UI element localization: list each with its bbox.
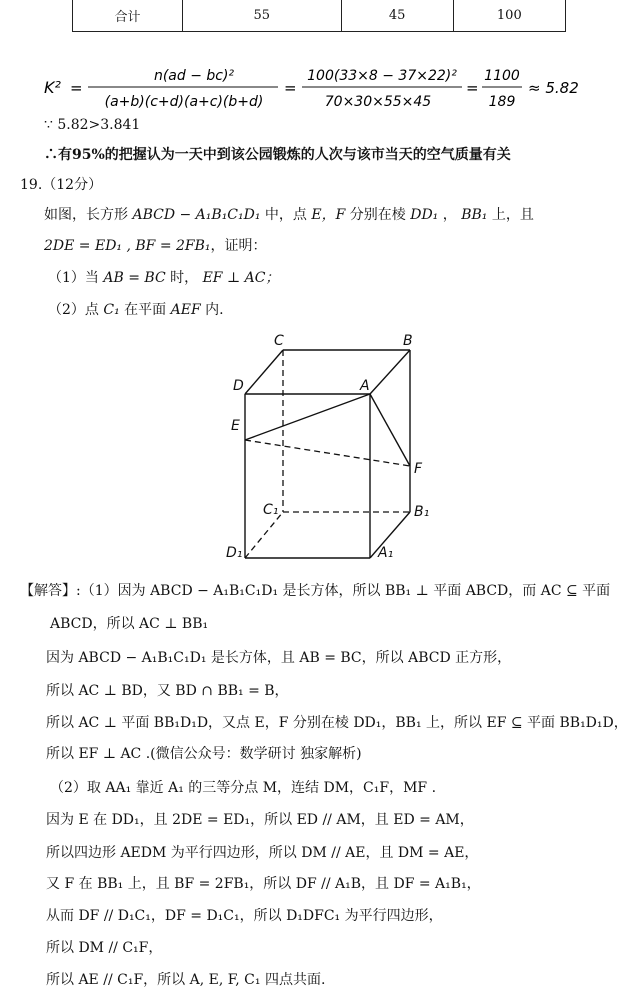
solution-line: 所以四边形 AEDM 为平行四边形，所以 DM // AE，且 DM = AE， (46, 845, 479, 861)
table-cell: 100 (453, 0, 565, 32)
solution-line: 从而 DF // D₁C₁，DF = D₁C₁，所以 D₁DFC₁ 为平行四边形， (46, 908, 443, 924)
part-math: C₁ (103, 302, 120, 318)
stem-text: 分别在棱 (349, 207, 406, 223)
solution-line: 所以 EF ⊥ AC .(微信公众号：数学研讨 独家解析) (46, 746, 362, 762)
hidden-edge-D1C1 (245, 512, 283, 558)
stem-math: E，F (311, 207, 346, 223)
stem-math: DD₁ (410, 207, 439, 223)
vertex-label-A: A (360, 378, 370, 394)
formula-eq: = (284, 79, 297, 97)
vertex-label-D: D (233, 378, 244, 394)
stem-text: 如图，长方形 (44, 207, 128, 223)
vertex-label-A1: A₁ (378, 545, 394, 561)
solution-line: 因为 ABCD − A₁B₁C₁D₁ 是长方体，且 AB = BC，所以 ABCD 正方形， (46, 650, 512, 666)
stem-math: 2DE = ED₁ , BF = 2FB₁ (44, 238, 211, 254)
vertex-label-B: B (403, 333, 413, 349)
vertex-label-C: C (274, 333, 284, 349)
solution-line: 所以 AE // C₁F，所以 A, E, F, C₁ 四点共面. (46, 972, 326, 988)
formula-numerator: 100(33×8 − 37×22)² (307, 68, 457, 84)
part-text: （2）点 (48, 302, 99, 318)
part-text: 内. (205, 302, 224, 318)
segment-EA (245, 394, 370, 440)
part-text: 时， (170, 270, 199, 286)
stem-text: ，证明： (210, 238, 267, 254)
formula-numerator: n(ad − bc)² (153, 68, 235, 84)
vertex-label-B1: B₁ (414, 504, 430, 520)
formula-lhs: K² (44, 78, 61, 97)
formula-numerator: 1100 (484, 68, 520, 84)
solution-line: 【解答】:（1）因为 ABCD − A₁B₁C₁D₁ 是长方体，所以 BB₁ ⊥ 平面 ABCD，而 AC ⊆ 平面 (20, 583, 611, 599)
stem-math: ABCD − A₁B₁C₁D₁ (132, 207, 261, 223)
part-text: 在平面 (124, 302, 167, 318)
formula-denominator: (a+b)(c+d)(a+c)(b+d) (104, 94, 264, 110)
vertex-label-E: E (231, 418, 240, 434)
table-cell: 55 (183, 0, 342, 32)
formula-result: ≈ 5.82 (528, 79, 579, 97)
formula-denominator: 189 (488, 94, 516, 110)
vertex-label-D1: D₁ (226, 545, 243, 561)
formula-denominator: 70×30×55×45 (324, 94, 432, 110)
part-2 (48, 302, 224, 318)
question-stem-line1: 如图，长方形 ABCD − A₁B₁C₁D₁ 中，点 E，F 分别在棱 DD₁ ， BB₁ 上，且 (44, 207, 534, 223)
solution-line: 因为 E 在 DD₁，且 2DE = ED₁，所以 ED // AM，且 ED = AM， (46, 812, 474, 828)
part-math: AB = BC (103, 270, 166, 286)
cuboid-figure (220, 330, 440, 564)
stem-math: BB₁ (461, 207, 488, 223)
edge-AB (370, 350, 410, 394)
question-number: 19.（12分） (20, 177, 103, 193)
hidden-segment-EF (245, 440, 410, 466)
chi-square-formula (44, 62, 604, 114)
part-math: EF ⊥ AC； (202, 270, 280, 286)
edge-DC (245, 350, 283, 394)
because-line: ∵ 5.82>3.841 (44, 117, 141, 133)
stem-text: 中，点 (264, 207, 307, 223)
segment-AF (370, 394, 410, 466)
solution-line: 所以 AC ⊥ BD，又 BD ∩ BB₁ = B， (46, 683, 289, 699)
table-cell: 45 (341, 0, 453, 32)
formula-eq: = (466, 79, 479, 97)
stem-text: 上，且 (491, 207, 534, 223)
contingency-table-total-row (72, 0, 566, 32)
solution-line: （2）取 AA₁ 靠近 A₁ 的三等分点 M，连结 DM，C₁F，MF . (50, 780, 437, 796)
formula-eq: = (70, 79, 83, 97)
vertex-label-C1: C₁ (263, 502, 279, 518)
vertex-label-F: F (414, 461, 423, 477)
conclusion-line: ∴有95%的把握认为一天中到该公园锻炼的人次与该市当天的空气质量有关 (44, 147, 511, 163)
table-cell-label: 合计 (73, 0, 183, 32)
part-text: （1）当 (48, 270, 99, 286)
solution-line: ABCD，所以 AC ⊥ BB₁ (50, 616, 209, 632)
solution-line: 所以 AC ⊥ 平面 BB₁D₁D，又点 E，F 分别在棱 DD₁，BB₁ 上，所以 EF ⊆ 平面 BB₁D₁D， (46, 715, 628, 731)
solution-line: 又 F 在 BB₁ 上，且 BF = 2FB₁，所以 DF // A₁B，且 DF = A₁B₁， (46, 876, 481, 892)
part-1 (48, 270, 279, 286)
solution-line: 所以 DM // C₁F， (46, 940, 163, 956)
question-stem-line2 (44, 238, 267, 254)
part-math: AEF (170, 302, 201, 318)
